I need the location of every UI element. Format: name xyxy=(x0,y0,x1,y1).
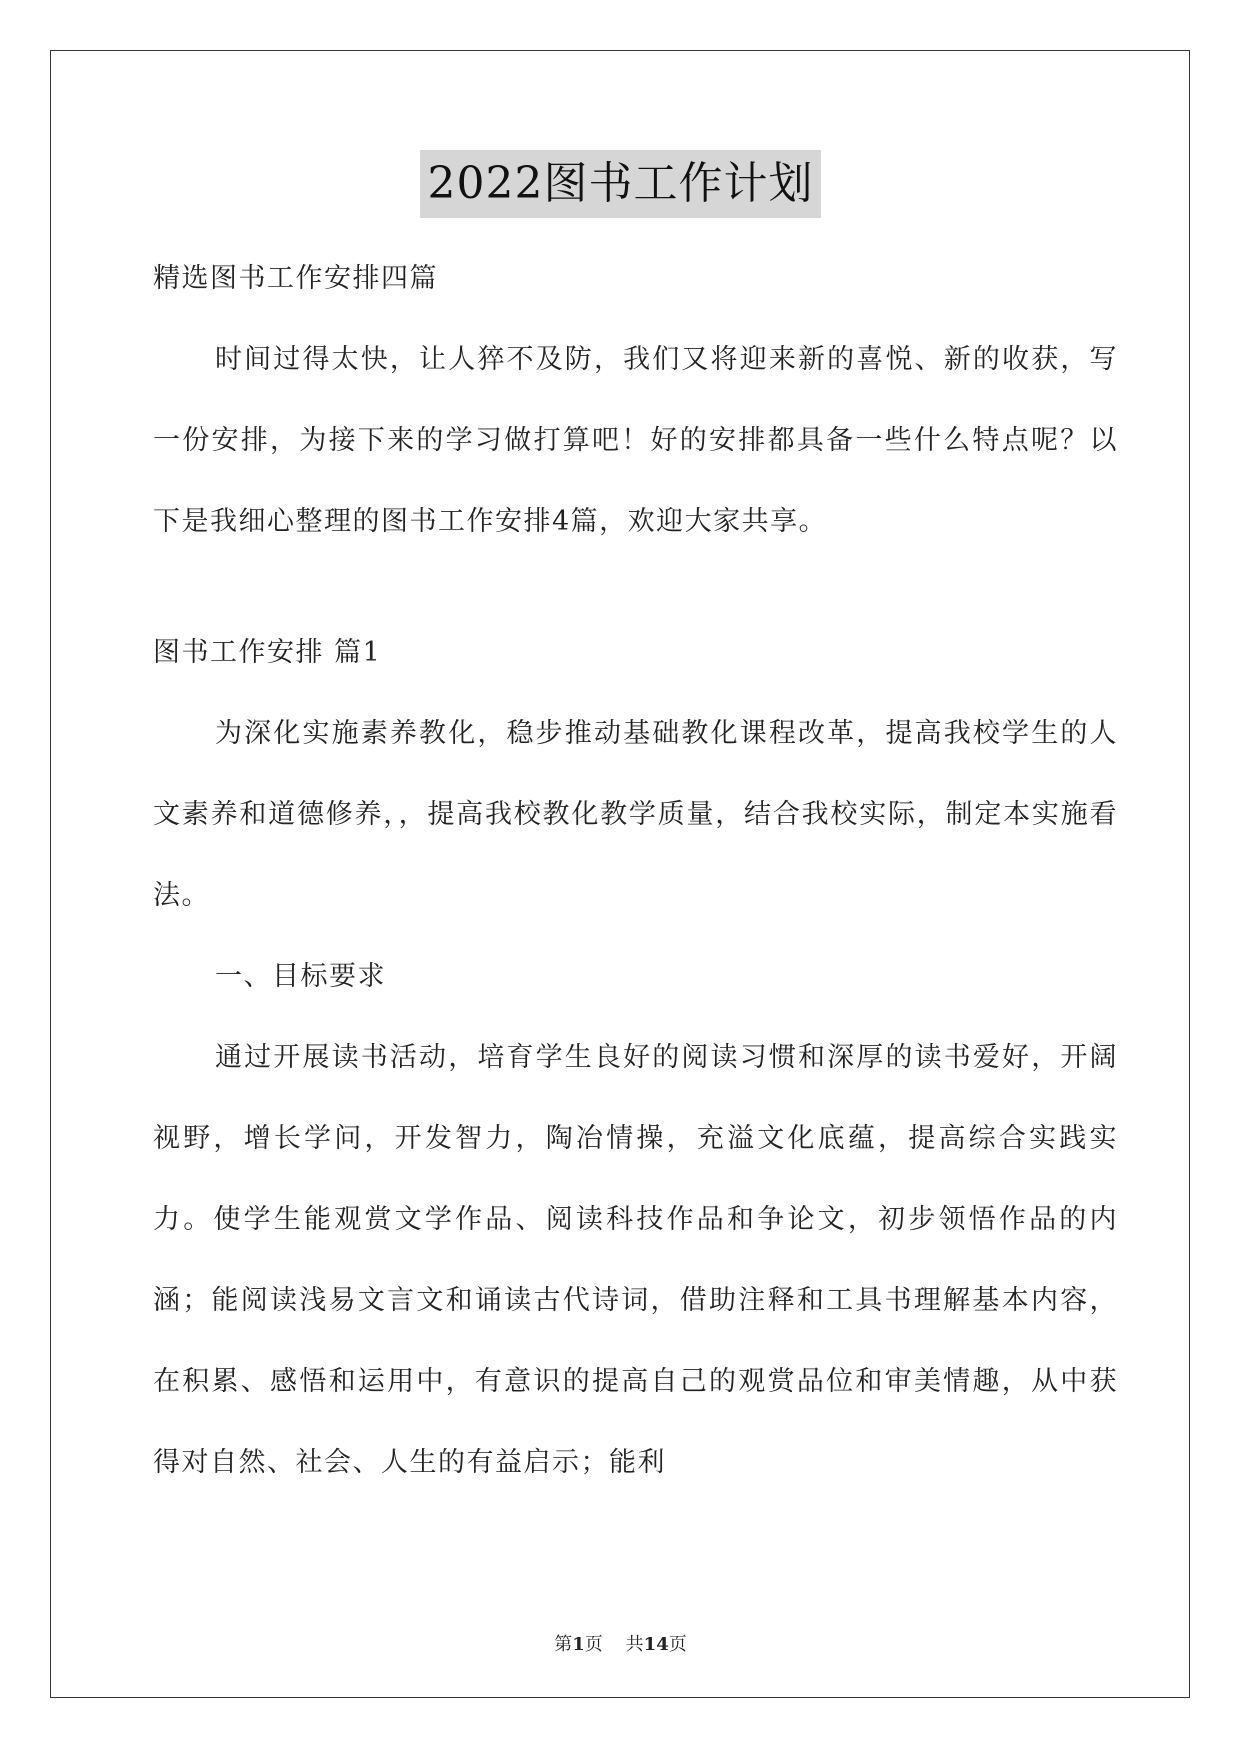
title-container xyxy=(0,150,1241,218)
body-paragraph: 精选图书工作安排四篇 xyxy=(153,263,438,294)
total-page-count: 14 xyxy=(643,1634,669,1655)
body-paragraph: 图书工作安排 篇1 xyxy=(153,637,382,668)
page-prefix: 第 xyxy=(554,1634,573,1655)
document-body xyxy=(153,238,1118,1503)
total-suffix: 页 xyxy=(668,1634,687,1655)
document-title: 2022图书工作计划 xyxy=(420,150,822,218)
current-page-number: 1 xyxy=(572,1634,585,1655)
total-prefix: 共 xyxy=(625,1634,644,1655)
section-gap xyxy=(153,562,1118,612)
body-paragraph: 时间过得太快，让人猝不及防，我们又将迎来新的喜悦、新的收获，写一份安排，为接下来的学习做打算吧！好的安排都具备一些什么特点呢？以下是我细心整理的图书工作安排4篇，欢迎大家共享。 xyxy=(153,344,1118,537)
page-footer xyxy=(0,1630,1241,1656)
body-paragraph: 一、目标要求 xyxy=(215,961,386,992)
body-paragraph: 为深化实施素养教化，稳步推动基础教化课程改革，提高我校学生的人文素养和道德修养，，提高我校教化教学质量，结合我校实际，制定本实施看法。 xyxy=(153,718,1118,911)
page-suffix: 页 xyxy=(584,1634,603,1655)
body-paragraph: 通过开展读书活动，培育学生良好的阅读习惯和深厚的读书爱好，开阔视野，增长学问，开发智力，陶冶情操，充溢文化底蕴，提高综合实践实力。使学生能观赏文学作品、阅读科技作品和争论文，初步领悟作品的内涵；能阅读浅易文言文和诵读古代诗词，借助注释和工具书理解基本内容，在积累、感悟和运用中，有意识的提高自己的观赏品位和审美情趣，从中获得对自然、社会、人生的有益启示；能利 xyxy=(153,1042,1118,1478)
